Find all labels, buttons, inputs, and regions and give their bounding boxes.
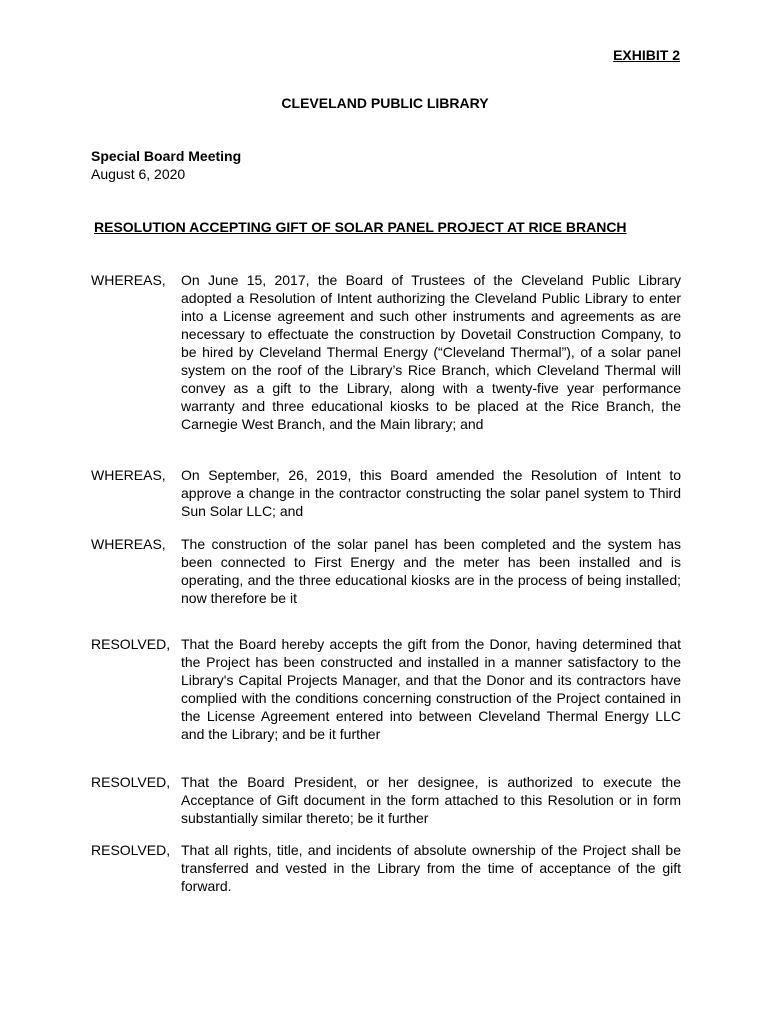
resolved-clause-1 <box>91 635 681 743</box>
clause-lead: RESOLVED, <box>91 774 171 790</box>
whereas-clause-1 <box>91 271 681 433</box>
whereas-clause-3 <box>91 535 681 607</box>
clause-text: That the Board President, or her designee, is authorized to execute the Acceptance of Gift document in the form attached to this Resolution or in form substantially similar thereto; be it further <box>181 774 681 826</box>
resolution-title: RESOLUTION ACCEPTING GIFT OF SOLAR PANEL PROJECT AT RICE BRANCH <box>94 219 627 235</box>
clause-lead: WHEREAS, <box>91 536 166 552</box>
clause-lead: WHEREAS, <box>91 272 166 288</box>
clause-text: On June 15, 2017, the Board of Trustees of the Cleveland Public Library adopted a Resolution of Intent authorizing the Cleveland Public Library to enter into a License agreement and such other instruments and agreements as are necessary to effectuate the construction by Dovetail Construction Company, to be hired by Cleveland Thermal Energy (“Cleveland Thermal”), of a solar panel system on the roof of the Library’s Rice Branch, which Cleveland Thermal will convey as a gift to the Library, along with a twenty-five year performance warranty and three educational kiosks to be placed at the Rice Branch, the Carnegie West Branch, and the Main library; and <box>181 272 681 432</box>
meeting-title: Special Board Meeting <box>91 148 242 164</box>
clause-lead: WHEREAS, <box>91 467 166 483</box>
clause-lead: RESOLVED, <box>91 842 171 858</box>
whereas-clause-2 <box>91 466 681 520</box>
clause-text: The construction of the solar panel has been completed and the system has been connected to First Energy and the meter has been installed and is operating, and the three educational kiosks are in the process of being installed; now therefore be it <box>181 536 681 606</box>
exhibit-label: EXHIBIT 2 <box>613 47 680 63</box>
resolved-clause-2 <box>91 773 681 827</box>
resolved-clause-3 <box>91 841 681 895</box>
clause-text: That all rights, title, and incidents of absolute ownership of the Project shall be transferred and vested in the Library from the time of acceptance of the gift forward. <box>181 842 681 894</box>
clause-lead: RESOLVED, <box>91 636 171 652</box>
clause-text: On September, 26, 2019, this Board amended the Resolution of Intent to approve a change in the contractor constructing the solar panel system to Third Sun Solar LLC; and <box>181 467 681 519</box>
clause-text: That the Board hereby accepts the gift from the Donor, having determined that the Project has been constructed and installed in a manner satisfactory to the Library's Capital Projects Manager, and that the Donor and its contractors have complied with the conditions concerning construction of the Project contained in the License Agreement entered into between Cleveland Thermal Energy LLC and the Library; and be it further <box>181 636 681 742</box>
meeting-date: August 6, 2020 <box>91 166 186 182</box>
meeting-info <box>91 147 241 183</box>
organization-heading: CLEVELAND PUBLIC LIBRARY <box>281 95 489 111</box>
